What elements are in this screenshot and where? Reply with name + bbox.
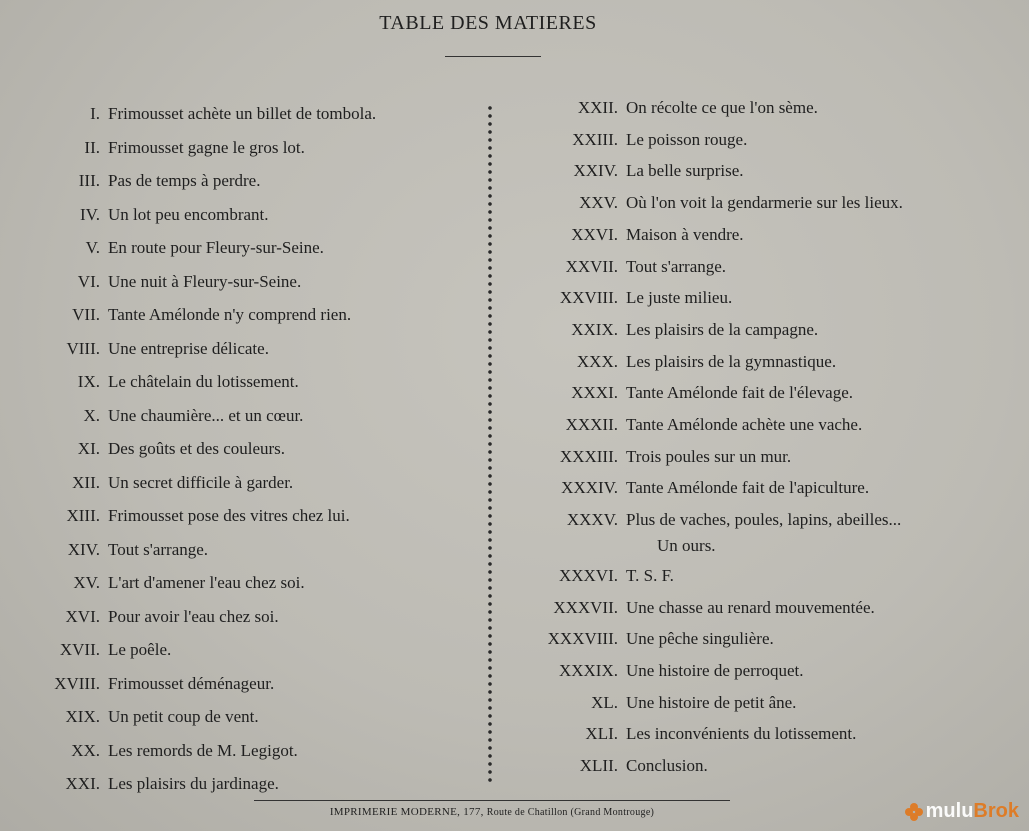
chapter-title: L'art d'amener l'eau chez soi. xyxy=(108,573,305,592)
chapter-title: En route pour Fleury-sur-Seine. xyxy=(108,238,324,257)
chapter-number: XVI. xyxy=(65,606,100,626)
chapter-title: Tout s'arrange. xyxy=(626,256,727,276)
chapter-number: XXII. xyxy=(577,98,618,117)
footer-rule xyxy=(254,800,730,801)
ornamental-divider xyxy=(484,104,496,784)
printer-name: IMPRIMERIE MODERNE, 177, xyxy=(329,806,484,818)
chapter-number: I. xyxy=(90,104,100,123)
title-underline xyxy=(445,56,541,57)
chapter-title: Où l'on voit la gendarmerie sur les lieux. xyxy=(626,193,903,213)
chapter-number: XIX. xyxy=(65,707,100,726)
chapter-title: Frimousset déménageur. xyxy=(108,673,275,693)
chapter-number: XXIV. xyxy=(573,161,618,181)
page-title: TABLE DES MATIERES xyxy=(379,12,597,34)
chapter-title: Une nuit à Fleury-sur-Seine. xyxy=(108,271,302,291)
chapter-title: Frimousset gagne le gros lot. xyxy=(108,137,305,157)
chapter-title: Conclusion. xyxy=(626,756,708,775)
chapter-title: Tante Amélonde achète une vache. xyxy=(626,415,863,434)
chapter-number: XXXII. xyxy=(565,415,618,434)
chapter-number: XXXIV. xyxy=(561,478,618,498)
chapter-number: XVII. xyxy=(59,640,100,659)
chapter-number: XXXIII. xyxy=(559,446,618,466)
chapter-title: La belle surprise. xyxy=(626,161,744,181)
chapter-title: Tante Amélonde n'y comprend rien. xyxy=(108,305,352,324)
watermark-text-1: mulu xyxy=(925,800,974,822)
chapter-title: Un lot peu encombrant. xyxy=(108,204,269,224)
chapter-title: Le poêle. xyxy=(108,640,172,659)
chapter-number: VII. xyxy=(72,305,100,324)
printer-imprint xyxy=(254,806,730,818)
printer-address: Route de Chatillon (Grand Montrouge) xyxy=(486,807,655,818)
watermark-logo xyxy=(905,800,1019,823)
chapter-number: XXIX. xyxy=(571,319,618,339)
watermark-text-2: Brok xyxy=(973,800,1019,822)
chapter-title: Une histoire de petit âne. xyxy=(626,692,797,712)
chapter-number: VI. xyxy=(77,271,100,291)
chapter-title: Le juste milieu. xyxy=(626,288,733,308)
chapter-title: Maison à vendre. xyxy=(626,224,744,244)
chapter-number: XXI. xyxy=(65,774,100,793)
chapter-title: Les remords de M. Legigot. xyxy=(108,740,298,760)
chapter-number: XV. xyxy=(73,573,100,592)
chapter-title: Une pêche singulière. xyxy=(626,629,774,649)
chapter-title: Une chasse au renard mouvementée. xyxy=(626,597,875,617)
chapter-number: XXXV. xyxy=(566,510,618,530)
chapter-title: Pas de temps à perdre. xyxy=(108,171,261,190)
flower-icon xyxy=(905,803,923,821)
chapter-number: XXVI. xyxy=(571,224,618,244)
chapter-title: Tout s'arrange. xyxy=(108,539,209,559)
chapter-number: XXV. xyxy=(579,193,618,213)
chapter-title: Des goûts et des couleurs. xyxy=(108,439,286,458)
chapter-title: On récolte ce que l'on sème. xyxy=(626,98,818,117)
chapter-number: VIII. xyxy=(66,338,100,358)
chapter-number: II. xyxy=(84,137,100,157)
chapter-title: Le châtelain du lotissement. xyxy=(108,372,299,391)
chapter-number: XL. xyxy=(591,692,618,712)
chapter-number: XXXIX. xyxy=(558,660,618,680)
chapter-number: X. xyxy=(83,405,100,425)
chapter-title: Une entreprise délicate. xyxy=(108,338,269,358)
chapter-title: Tante Amélonde fait de l'élevage. xyxy=(626,383,854,403)
chapter-title: Le poisson rouge. xyxy=(626,129,748,149)
chapter-title: Pour avoir l'eau chez soi. xyxy=(108,606,279,626)
chapter-title: Plus de vaches, poules, lapins, abeilles... xyxy=(626,510,902,530)
chapter-title: Frimousset achète un billet de tombola. xyxy=(108,104,377,123)
chapter-number: XXXVIII. xyxy=(547,629,618,649)
chapter-number: XXXVII. xyxy=(553,597,618,617)
chapter-number: XXVII. xyxy=(565,256,618,276)
chapter-title-continuation: Un ours. xyxy=(657,536,716,556)
chapter-number: IV. xyxy=(80,204,100,224)
chapter-title: Un secret difficile à garder. xyxy=(108,472,294,492)
chapter-number: III. xyxy=(78,171,100,190)
chapter-number: IX. xyxy=(77,372,100,391)
chapter-title: Les inconvénients du lotissement. xyxy=(626,724,857,744)
chapter-title: Les plaisirs de la gymnastique. xyxy=(626,351,837,371)
chapter-title: Tante Amélonde fait de l'apiculture. xyxy=(626,478,870,498)
chapter-number: XXIII. xyxy=(572,129,618,149)
chapter-number: XXVIII. xyxy=(559,288,618,308)
chapter-title: Les plaisirs du jardinage. xyxy=(108,774,279,793)
chapter-number: XVIII. xyxy=(54,673,100,693)
chapter-number: V. xyxy=(85,238,100,257)
chapter-number: XIII. xyxy=(66,506,100,525)
chapter-number: XIV. xyxy=(67,539,100,559)
chapter-number: XII. xyxy=(72,472,100,492)
chapter-title: Une histoire de perroquet. xyxy=(626,660,804,680)
chapter-number: XLI. xyxy=(585,724,618,744)
chapter-number: XXXI. xyxy=(571,383,618,403)
chapter-title: Frimousset pose des vitres chez lui. xyxy=(108,506,350,525)
chapter-title: T. S. F. xyxy=(626,565,674,585)
chapter-title: Un petit coup de vent. xyxy=(108,707,259,726)
chapter-number: XXXVI. xyxy=(558,565,618,585)
chapter-title: Les plaisirs de la campagne. xyxy=(626,319,819,339)
chapter-number: XLII. xyxy=(579,756,618,775)
chapter-number: XX. xyxy=(71,740,100,760)
chapter-title: Une chaumière... et un cœur. xyxy=(108,405,304,425)
chapter-number: XXX. xyxy=(576,351,618,371)
chapter-title: Trois poules sur un mur. xyxy=(626,446,792,466)
chapter-number: XI. xyxy=(77,439,100,458)
